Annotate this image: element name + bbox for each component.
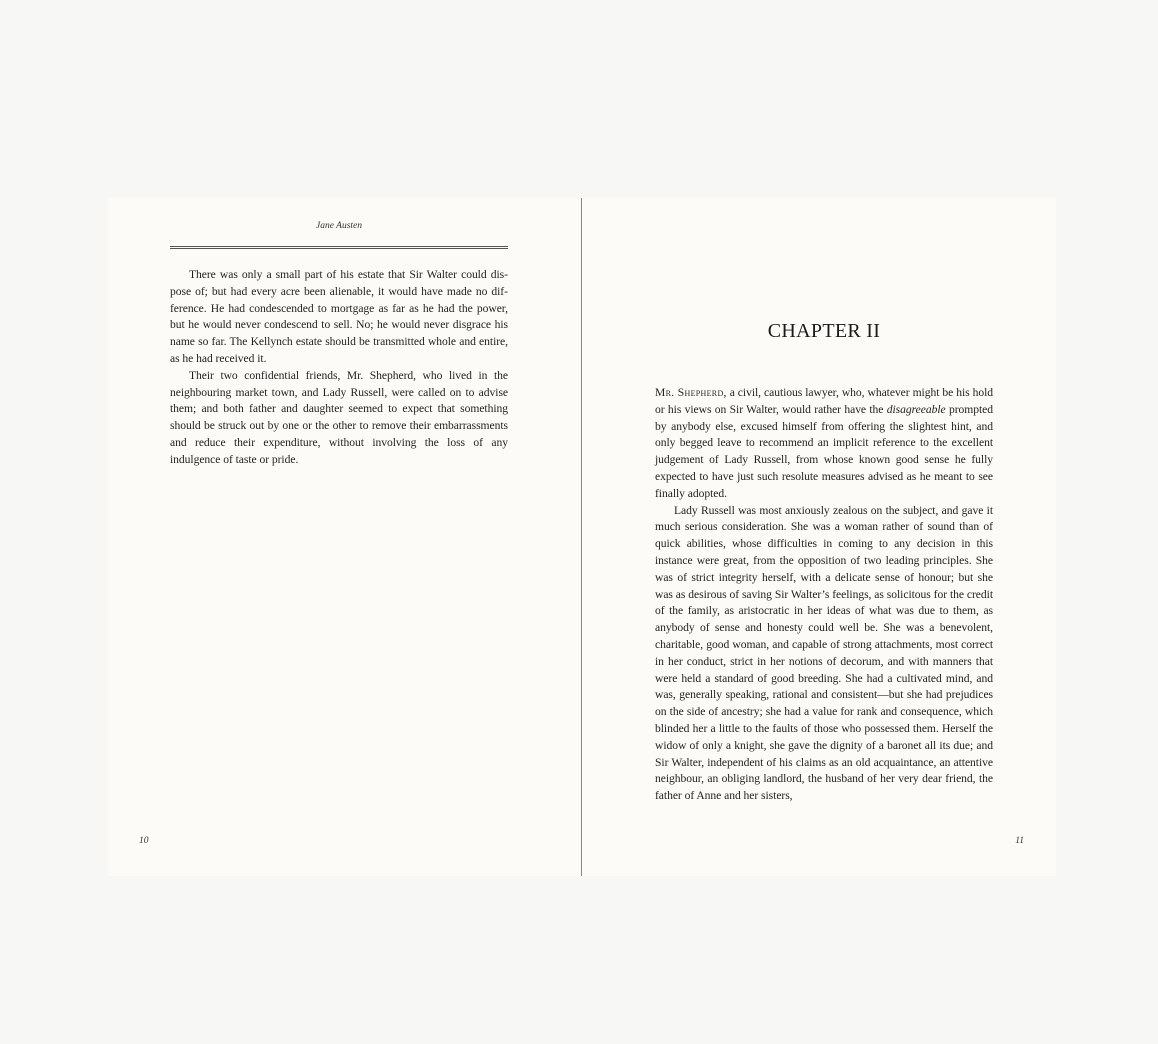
left-page-body (170, 267, 508, 469)
paragraph: Lady Russell was most anxiously zealous on the subject, and gave it much serious consideration. She was a woman rather of sound than of quick abilities, whose difficulties in coming to any decision in this instance were great, from the opposition of two leading principles. She was of strict integrity herself, with a delicate sense of honour; but she was as desirous of saving Sir Walter’s feelings, as solicitous for the credit of the family, as aristocratic in her ideas of what was due to them, as anybody of sense and honesty could well be. She was a benevolent, charitable, good woman, and capable of strong attachments, most correct in her conduct, strict in her notions of decorum, and with manners that were held a standard of good breeding. She had a cultivated mind, and was, generally speaking, rational and consistent—but she had prejudices on the side of ancestry; she had a value for rank and consequence, which blinded her a little to the faults of those who possessed them. Herself the widow of only a knight, she gave the dignity of a baronet all its due; and Sir Walter, independent of his claims as an old acquaintance, an attentive neighbour, an obliging landlord, the husband of her very dear friend, the father of Anne and her sisters, (655, 503, 993, 803)
left-page[interactable] (108, 198, 581, 876)
right-page[interactable] (582, 198, 1056, 876)
right-page-body (655, 385, 993, 805)
paragraph: Their two confidential friends, Mr. Shepherd, who lived in the neighbouring market town, and Lady Russell, were called on to advise them; and both father and daughter seemed to expect that something should be struck out by one or the other to remove their embarrassments and reduce their expenditure, without involving the loss of any indulgence of taste or pride. (170, 368, 508, 466)
paragraph-text: a civil, cautious lawyer, who, whatever might be his hold or his views on Sir Walter, would rather have the (655, 386, 993, 416)
italic-word: disagreeable (886, 402, 946, 416)
lead-in-smallcaps: Mr. Shepherd, (655, 386, 727, 399)
paragraph (655, 385, 993, 503)
book-spread (108, 198, 1056, 876)
paragraph: There was only a small part of his estate that Sir Walter could dispose of; but had every acre been alienable, it would have made no difference. He had condescended to mortgage as far as he had the power, but he would never condescend to sell. No; he would never disgrace his name so far. The Kellynch estate should be transmitted whole and entire, as he had received it. (170, 268, 508, 365)
chapter-title: CHAPTER II (767, 320, 881, 342)
page-number: 10 (139, 836, 149, 846)
running-head: Jane Austen (316, 221, 362, 231)
paragraph-text: prompted by anybody else, excused himself from offering the slightest hint, and only begged leave to recommend an implicit reference to the excellent judgement of Lady Russell, from whose known good sense he fully expected to have just such resolute measures advised as he meant to see finally adopted. (655, 402, 993, 500)
header-double-rule (170, 246, 508, 249)
page-number: 11 (1015, 836, 1024, 846)
